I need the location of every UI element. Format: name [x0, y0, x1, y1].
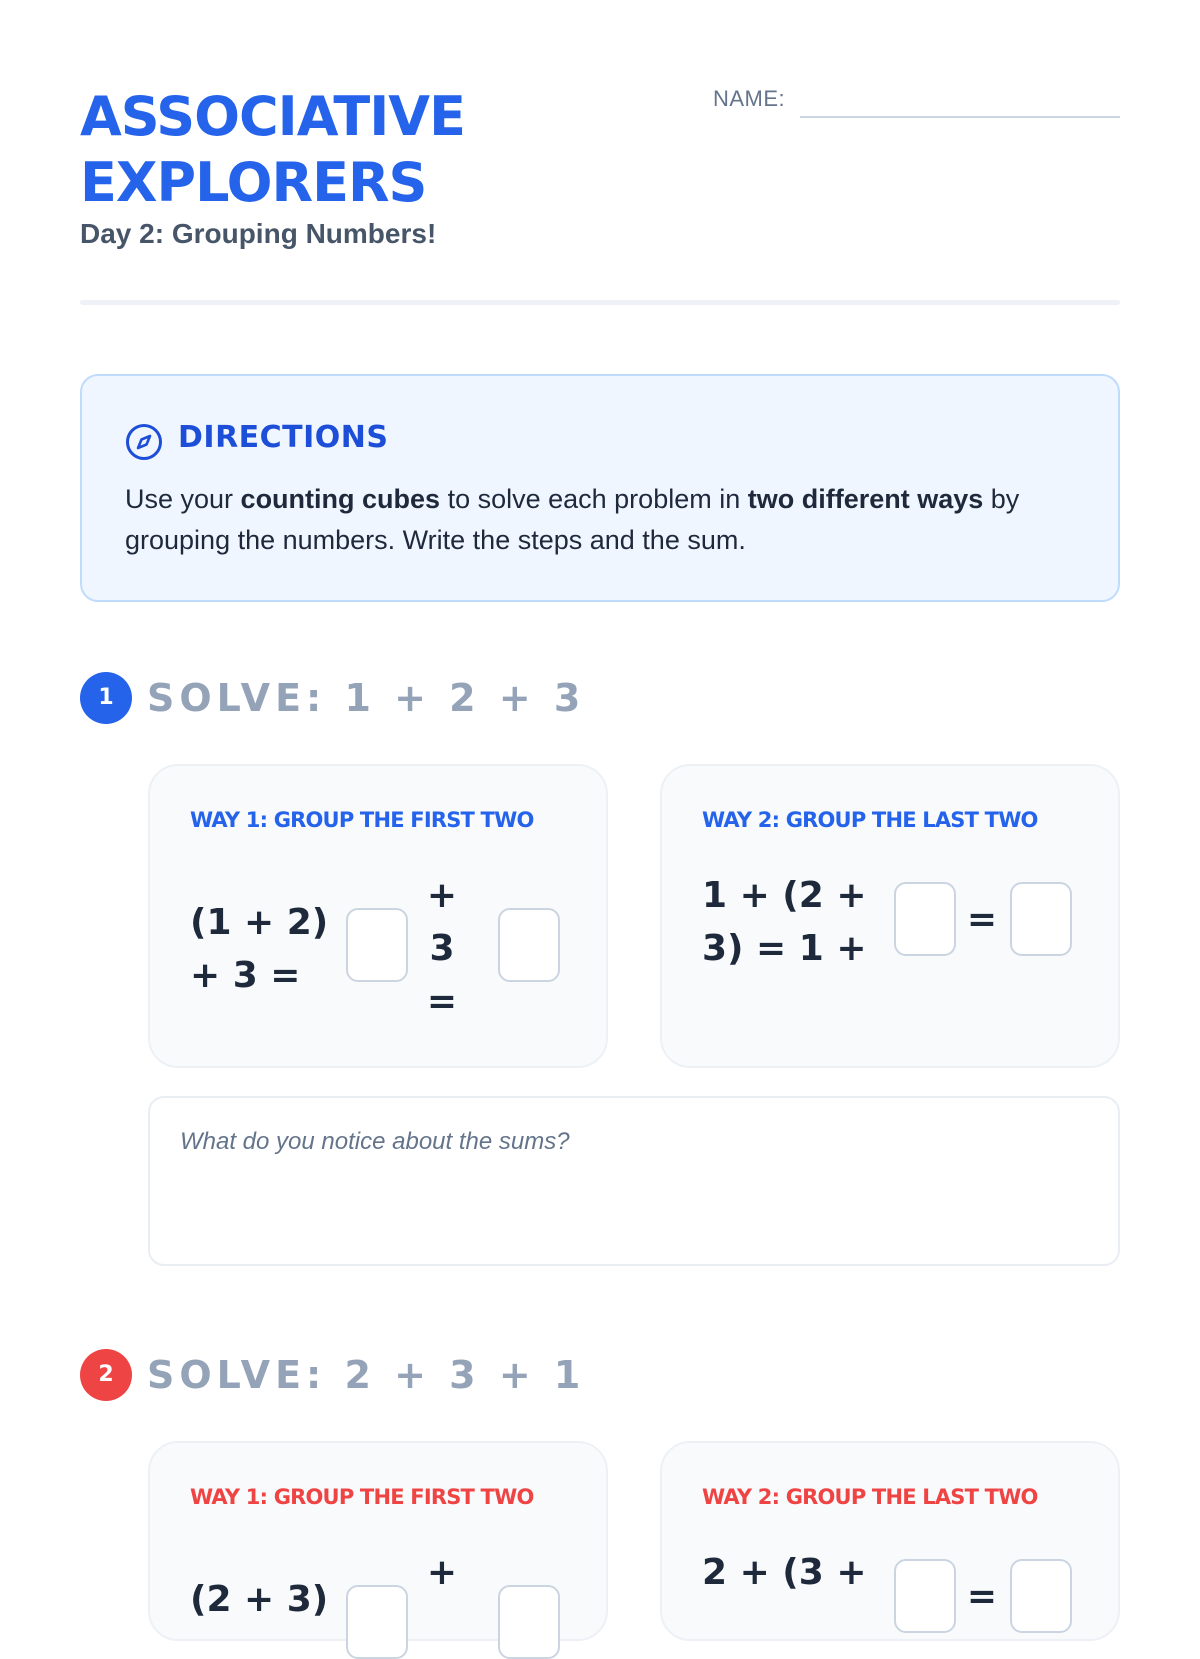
answer-box[interactable] — [346, 908, 408, 982]
way-2-label: WAY 2: GROUP THE LAST TWO — [702, 1485, 1038, 1509]
name-label: NAME: — [713, 86, 786, 111]
directions-title: DIRECTIONS — [178, 420, 389, 455]
way-1-expression-line-1: (2 + 3) — [190, 1579, 329, 1620]
way-1-label: WAY 1: GROUP THE FIRST TWO — [190, 1485, 534, 1509]
sum-box[interactable] — [1010, 882, 1072, 956]
worksheet-title — [80, 84, 465, 216]
answer-box[interactable] — [894, 1559, 956, 1633]
way-1-expression-line-1: (1 + 2) — [190, 902, 329, 943]
addend-value: 3 — [429, 928, 455, 969]
problem-2-way-2-card — [660, 1441, 1120, 1641]
title-line-2: EXPLORERS — [80, 151, 427, 214]
worksheet-subtitle: Day 2: Grouping Numbers! — [80, 218, 437, 249]
plus-sign: + — [426, 1552, 458, 1593]
worksheet-page — [80, 0, 1120, 1620]
compass-icon — [125, 423, 163, 461]
problem-number-badge: 2 — [80, 1349, 132, 1401]
header-divider — [80, 300, 1120, 305]
problem-1-way-2-card — [660, 764, 1120, 1068]
sum-box[interactable] — [498, 908, 560, 982]
way-1-expression-line-2: + 3 = — [190, 955, 301, 996]
directions-panel — [80, 374, 1120, 602]
equals-sign: = — [426, 981, 458, 1022]
equals-sign: = — [966, 1576, 998, 1617]
problem-title: SOLVE: 2 + 3 + 1 — [147, 1353, 586, 1397]
way-2-expression-line-1: 2 + (3 + — [702, 1552, 867, 1593]
way-2-label: WAY 2: GROUP THE LAST TWO — [702, 808, 1038, 832]
sum-box[interactable] — [498, 1585, 560, 1659]
sum-box[interactable] — [1010, 1559, 1072, 1633]
problem-2-way-1-card — [148, 1441, 608, 1641]
way-2-expression-line-1: 1 + (2 + — [702, 875, 867, 916]
directions-text-2: to solve each problem in — [440, 484, 748, 514]
notice-response-box[interactable] — [148, 1096, 1120, 1266]
way-2-expression-line-2: 3) = 1 + — [702, 928, 867, 969]
directions-bold-2: two different ways — [747, 484, 984, 514]
problem-number-badge: 1 — [80, 672, 132, 724]
problem-1-way-1-card — [148, 764, 608, 1068]
equals-sign: = — [966, 899, 998, 940]
notice-prompt: What do you notice about the sums? — [180, 1128, 570, 1155]
answer-box[interactable] — [346, 1585, 408, 1659]
title-line-1: ASSOCIATIVE — [80, 85, 465, 148]
problem-title: SOLVE: 1 + 2 + 3 — [147, 676, 586, 720]
directions-text-3: by grouping the numbers. Write the steps and the sum. — [125, 484, 1020, 555]
way-1-label: WAY 1: GROUP THE FIRST TWO — [190, 808, 534, 832]
directions-text — [125, 479, 1085, 561]
directions-text-1: Use your — [125, 484, 241, 514]
name-field[interactable] — [800, 116, 1120, 118]
directions-bold-1: counting cubes — [240, 484, 441, 514]
plus-sign: + — [426, 875, 458, 916]
answer-box[interactable] — [894, 882, 956, 956]
